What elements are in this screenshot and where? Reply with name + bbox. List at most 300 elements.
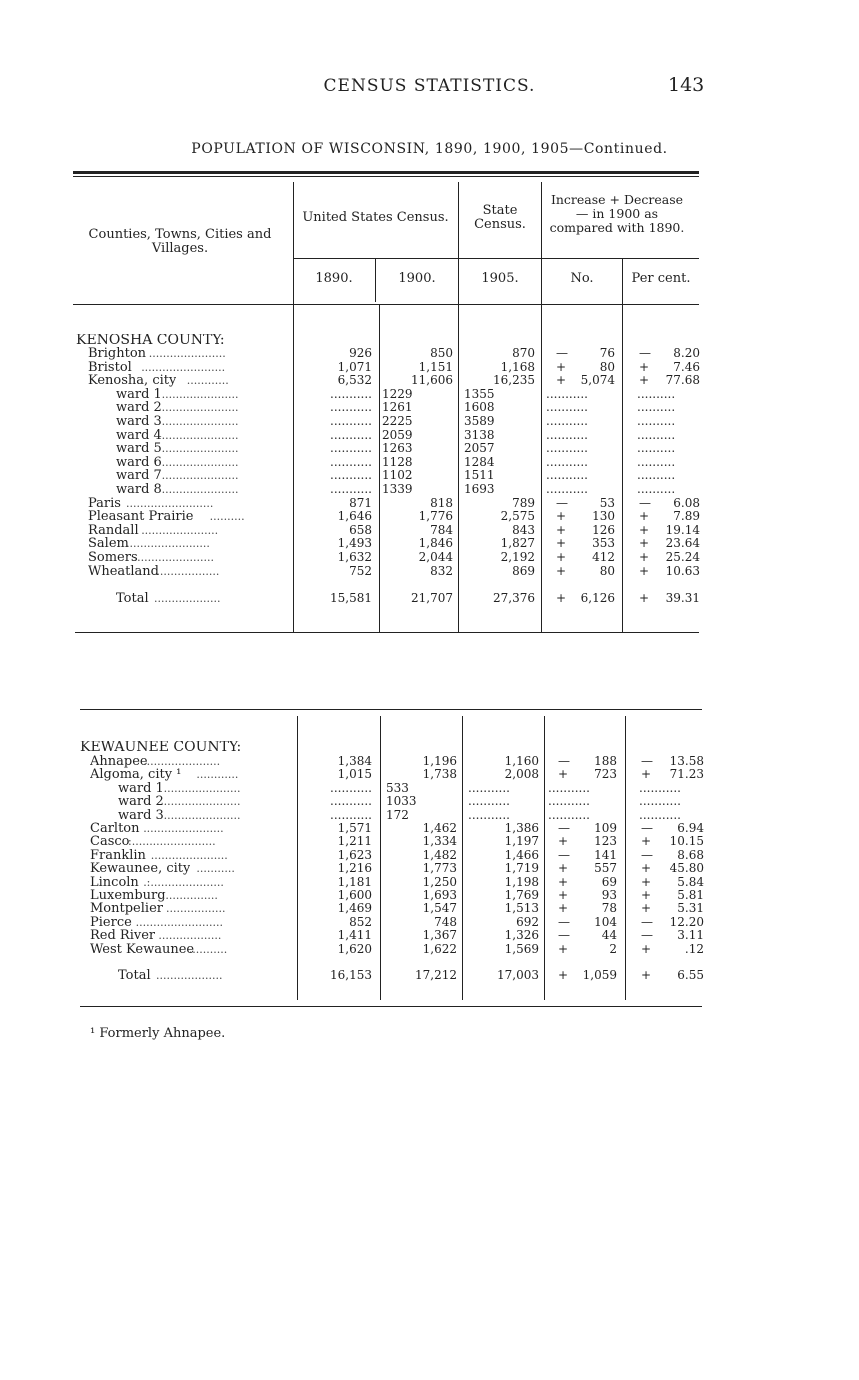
cell-1890: 1,571 bbox=[337, 821, 372, 835]
increase-sign: + bbox=[558, 767, 569, 782]
increase-percent: 6.55 bbox=[677, 968, 704, 982]
increase-percent: 23.64 bbox=[665, 536, 700, 551]
row-leader: ......................... bbox=[135, 915, 224, 929]
cell-1900: 1,151 bbox=[418, 359, 453, 374]
county-heading-kewaunee: KEWAUNEE COUNTY: bbox=[80, 741, 242, 755]
cell-1900: 2059 bbox=[382, 427, 413, 442]
increase-number: ........... bbox=[546, 441, 588, 456]
percent-sign: + bbox=[639, 373, 650, 388]
row-name: Kenosha, city bbox=[88, 374, 177, 388]
percent-sign: + bbox=[639, 550, 650, 564]
cell-1900: 1,738 bbox=[422, 767, 457, 782]
cell-1890: 1,071 bbox=[337, 359, 372, 374]
row-name: Franklin bbox=[90, 848, 146, 863]
row-name: Wheatland bbox=[88, 564, 160, 579]
increase-percent: 7.89 bbox=[673, 509, 700, 524]
cell-1905: 17,003 bbox=[497, 968, 539, 982]
increase-sign: + bbox=[558, 941, 569, 956]
top-thin-rule bbox=[73, 176, 699, 177]
row-leader: ............ bbox=[186, 374, 229, 388]
increase-number: 1,059 bbox=[582, 968, 617, 982]
increase-percent: 13.58 bbox=[669, 754, 704, 768]
increase-number: 104 bbox=[594, 914, 617, 929]
row-name: Casco bbox=[90, 835, 130, 849]
row-name: ward 4 bbox=[116, 428, 162, 443]
top-thick-rule bbox=[73, 171, 699, 174]
percent-sign: — bbox=[641, 754, 653, 768]
vline bbox=[622, 258, 623, 632]
increase-sign: — bbox=[558, 821, 570, 835]
cell-1900: 2225 bbox=[382, 414, 413, 428]
percent-sign: + bbox=[641, 941, 652, 956]
vline bbox=[380, 716, 381, 1000]
cell-1900: 784 bbox=[430, 522, 453, 537]
increase-number: 723 bbox=[594, 767, 617, 782]
cell-1905: 1,160 bbox=[504, 754, 539, 768]
increase-number: ........... bbox=[546, 468, 588, 483]
increase-number: ........... bbox=[546, 482, 588, 496]
increase-percent: .......... bbox=[637, 414, 676, 428]
cell-1905: 3589 bbox=[464, 414, 495, 428]
increase-percent: 19.14 bbox=[665, 522, 700, 537]
increase-percent: 71.23 bbox=[669, 767, 704, 782]
row-leader: ....................... bbox=[143, 822, 224, 835]
increase-sign: + bbox=[556, 373, 567, 388]
percent-sign: + bbox=[641, 901, 652, 916]
increase-number: 141 bbox=[594, 847, 617, 862]
cell-1900: 1,196 bbox=[422, 754, 457, 768]
cell-1890: 658 bbox=[349, 522, 372, 537]
row-name: ward 1 bbox=[118, 781, 164, 796]
row-name: Paris bbox=[88, 496, 121, 511]
cell-1900: 533 bbox=[386, 780, 409, 795]
increase-sign: — bbox=[556, 495, 568, 510]
row-leader: ...................... bbox=[143, 755, 221, 768]
row-leader: ................. bbox=[158, 889, 218, 902]
cell-1905: 870 bbox=[512, 346, 535, 360]
cell-1900: 1102 bbox=[382, 468, 413, 483]
cell-1900: 748 bbox=[434, 914, 457, 929]
row-leader: .................. bbox=[158, 929, 222, 943]
row-leader: ...................... bbox=[161, 387, 239, 401]
row-leader: .......... bbox=[209, 510, 245, 524]
cell-1905: 1511 bbox=[464, 468, 495, 483]
cell-1905: 1,198 bbox=[504, 874, 539, 889]
cell-1890: 752 bbox=[349, 563, 372, 578]
increase-number: ........... bbox=[548, 807, 590, 822]
row-name: ward 2 bbox=[116, 401, 162, 415]
increase-number: ........... bbox=[546, 454, 588, 469]
cell-1905: 1,569 bbox=[504, 941, 539, 956]
header-increase: Increase + Decrease — in 1900 as compared with 1890. bbox=[549, 192, 685, 235]
cell-1905: ........... bbox=[468, 794, 510, 809]
increase-percent: 6.08 bbox=[673, 495, 700, 510]
row-leader: ........................ bbox=[141, 360, 226, 374]
row-leader: .:..................... bbox=[143, 875, 224, 889]
percent-sign: — bbox=[641, 847, 653, 862]
cell-1900: 1,367 bbox=[422, 928, 457, 943]
cell-1905: 1693 bbox=[464, 482, 495, 496]
cell-1900: 1229 bbox=[382, 386, 413, 401]
cell-1900: 1263 bbox=[382, 441, 413, 456]
increase-sign: — bbox=[558, 754, 570, 768]
increase-percent: .......... bbox=[637, 454, 676, 469]
increase-number: 80 bbox=[599, 359, 615, 374]
cell-1905: 2,008 bbox=[504, 767, 539, 782]
cell-1905: 869 bbox=[512, 563, 535, 578]
increase-percent: 10.15 bbox=[669, 834, 704, 849]
row-leader: ...................... bbox=[161, 401, 239, 415]
cell-1890: 852 bbox=[349, 914, 372, 929]
increase-number: 93 bbox=[601, 888, 617, 902]
increase-number: 80 bbox=[599, 563, 615, 578]
row-name: Pleasant Prairie bbox=[88, 510, 194, 524]
header-counties: Counties, Towns, Cities and Villages. bbox=[88, 227, 272, 256]
increase-percent: 25.24 bbox=[665, 550, 700, 564]
row-name: Lincoln bbox=[90, 875, 139, 890]
row-name: Pierce bbox=[90, 915, 132, 930]
cell-1890: 1,620 bbox=[337, 941, 372, 956]
cell-1900: 1,334 bbox=[422, 834, 457, 849]
cell-1905: ........... bbox=[468, 780, 510, 795]
row-leader: ....................... bbox=[133, 551, 215, 564]
row-name: Total bbox=[116, 592, 149, 606]
header-1900: 1900. bbox=[398, 271, 436, 286]
increase-number: 188 bbox=[594, 754, 617, 768]
increase-percent: .......... bbox=[637, 468, 676, 483]
row-name: ward 3 bbox=[118, 808, 164, 823]
cell-1905: 1,197 bbox=[504, 834, 539, 849]
increase-number: 69 bbox=[601, 874, 617, 889]
row-name: Total bbox=[118, 969, 151, 983]
footnote: ¹ Formerly Ahnapee. bbox=[90, 1026, 226, 1041]
row-leader: ...................... bbox=[163, 808, 241, 822]
row-name: ward 5 bbox=[116, 442, 162, 456]
percent-sign: + bbox=[641, 834, 652, 849]
percent-sign: + bbox=[641, 888, 652, 902]
vline bbox=[462, 716, 463, 1000]
row-name: Brighton bbox=[88, 347, 147, 361]
cell-1900: 1,250 bbox=[422, 874, 457, 889]
cell-1905: 16,235 bbox=[493, 373, 535, 388]
cell-1890: 1,493 bbox=[337, 536, 372, 551]
increase-number: 6,126 bbox=[580, 591, 615, 605]
table-title: POPULATION OF WISCONSIN, 1890, 1900, 1905—Continued. bbox=[191, 141, 668, 157]
increase-number: ........... bbox=[548, 780, 590, 795]
increase-percent: 8.68 bbox=[677, 847, 704, 862]
percent-sign: + bbox=[639, 359, 650, 374]
vline bbox=[544, 716, 545, 1000]
cell-1900: 1,482 bbox=[422, 847, 457, 862]
cell-1905: 2057 bbox=[464, 441, 495, 456]
percent-sign: — bbox=[641, 821, 653, 835]
cell-1900: 1,693 bbox=[422, 888, 457, 902]
row-name: Kewaunee, city bbox=[90, 862, 191, 876]
percent-sign: + bbox=[639, 522, 650, 537]
increase-number: 109 bbox=[594, 821, 617, 835]
cell-1905: 1,326 bbox=[504, 928, 539, 943]
cell-1890: 16,153 bbox=[330, 968, 372, 982]
header-us-census: United States Census. bbox=[302, 210, 449, 225]
percent-sign: — bbox=[639, 495, 651, 510]
row-leader: ........................ bbox=[126, 537, 210, 551]
row-name: ward 2 bbox=[118, 795, 164, 809]
header-1905: 1905. bbox=[481, 271, 519, 286]
cell-1900: 11,606 bbox=[411, 373, 453, 388]
row-leader: ................. bbox=[166, 902, 226, 916]
increase-sign: + bbox=[558, 888, 569, 902]
cell-1890: 15,581 bbox=[330, 591, 372, 605]
increase-number: ........... bbox=[546, 427, 588, 442]
row-leader: ...................... bbox=[163, 795, 241, 809]
cell-1905: 692 bbox=[516, 914, 539, 929]
cell-1890: ........... bbox=[330, 468, 372, 483]
increase-sign: — bbox=[558, 847, 570, 862]
percent-sign: — bbox=[641, 928, 653, 943]
row-leader: ...................... bbox=[161, 428, 239, 442]
row-leader: ................... bbox=[154, 592, 221, 605]
cell-1900: 1,773 bbox=[422, 861, 457, 876]
increase-number: 44 bbox=[601, 928, 617, 943]
cell-1890: ........... bbox=[330, 386, 372, 401]
increase-percent: .......... bbox=[637, 386, 676, 401]
cell-1890: ........... bbox=[330, 400, 372, 415]
row-name: Carlton bbox=[90, 822, 140, 836]
increase-number: 2 bbox=[609, 941, 617, 956]
row-name: Luxemburg bbox=[90, 889, 166, 903]
increase-sign: + bbox=[556, 536, 567, 551]
vline bbox=[625, 716, 626, 1000]
row-name: Randall bbox=[88, 523, 139, 538]
cell-1900: 1128 bbox=[382, 454, 413, 469]
cell-1900: 1033 bbox=[386, 794, 417, 809]
cell-1905: ........... bbox=[468, 807, 510, 822]
increase-number: ........... bbox=[546, 414, 588, 428]
cell-1900: 818 bbox=[430, 495, 453, 510]
row-name: Bristol bbox=[88, 360, 132, 375]
row-name: ward 6 bbox=[116, 455, 162, 470]
page-number: 143 bbox=[668, 74, 705, 96]
row-name: ward 8 bbox=[116, 483, 162, 497]
increase-percent: 5.84 bbox=[677, 874, 704, 889]
increase-sign: + bbox=[558, 968, 569, 982]
row-leader: ...................... bbox=[161, 442, 239, 456]
cell-1905: 1,719 bbox=[504, 861, 539, 876]
cell-1890: ........... bbox=[330, 482, 372, 496]
cell-1890: ........... bbox=[330, 414, 372, 428]
increase-sign: + bbox=[556, 591, 567, 605]
header-percent: Per cent. bbox=[631, 271, 691, 286]
kenosha-bottom-rule bbox=[75, 632, 699, 633]
increase-sign: + bbox=[556, 359, 567, 374]
cell-1890: 1,216 bbox=[337, 861, 372, 876]
increase-number: 126 bbox=[592, 522, 615, 537]
increase-percent: ........... bbox=[639, 780, 681, 795]
cell-1905: 1,513 bbox=[504, 901, 539, 916]
increase-percent: 45.80 bbox=[669, 861, 704, 876]
cell-1905: 2,575 bbox=[500, 509, 535, 524]
percent-sign: + bbox=[639, 536, 650, 551]
row-name: Somers bbox=[88, 551, 138, 565]
cell-1900: 2,044 bbox=[418, 550, 453, 564]
row-leader: .................. bbox=[156, 564, 220, 578]
increase-sign: — bbox=[558, 914, 570, 929]
cell-1900: 850 bbox=[430, 346, 453, 360]
increase-percent: ........... bbox=[639, 794, 681, 809]
row-leader: :........................ bbox=[128, 835, 216, 849]
cell-1890: ........... bbox=[330, 441, 372, 456]
increase-number: ........... bbox=[546, 386, 588, 401]
percent-sign: + bbox=[641, 861, 652, 876]
increase-sign: + bbox=[558, 874, 569, 889]
increase-percent: 5.31 bbox=[677, 901, 704, 916]
cell-1905: 1,386 bbox=[504, 821, 539, 835]
header-1890: 1890. bbox=[315, 271, 353, 286]
increase-percent: 39.31 bbox=[665, 591, 700, 605]
cell-1890: 1,181 bbox=[337, 874, 372, 889]
cell-1900: 1,622 bbox=[422, 941, 457, 956]
cell-1900: 17,212 bbox=[415, 968, 457, 982]
header-no: No. bbox=[570, 271, 594, 286]
cell-1905: 1355 bbox=[464, 386, 495, 401]
increase-percent: 12.20 bbox=[669, 914, 704, 929]
row-leader: ......................... bbox=[126, 496, 214, 510]
row-leader: ...................... bbox=[148, 347, 226, 360]
increase-sign: + bbox=[556, 550, 567, 564]
row-leader: ...................... bbox=[150, 848, 228, 862]
county-heading-kenosha: KENOSHA COUNTY: bbox=[76, 334, 225, 348]
cell-1890: 871 bbox=[349, 495, 372, 510]
increase-percent: .......... bbox=[637, 400, 676, 415]
increase-percent: .......... bbox=[637, 427, 676, 442]
increase-percent: .......... bbox=[637, 482, 676, 496]
cell-1900: 172 bbox=[386, 807, 409, 822]
percent-sign: — bbox=[641, 914, 653, 929]
cell-1900: 1,776 bbox=[418, 509, 453, 524]
row-name: ward 3 bbox=[116, 415, 162, 429]
increase-percent: 8.20 bbox=[673, 346, 700, 360]
row-leader: ...................... bbox=[161, 415, 239, 428]
row-name: Salem bbox=[88, 537, 129, 551]
increase-number: 5,074 bbox=[580, 373, 615, 388]
header-state-census: State Census. bbox=[474, 203, 526, 232]
percent-sign: + bbox=[641, 968, 652, 982]
cell-1890: 1,623 bbox=[337, 847, 372, 862]
cell-1890: 1,411 bbox=[337, 928, 372, 943]
percent-sign: + bbox=[639, 509, 650, 524]
increase-percent: .......... bbox=[637, 441, 676, 456]
cell-1900: 1,547 bbox=[422, 901, 457, 916]
cell-1890: ........... bbox=[330, 454, 372, 469]
cell-1905: 1,827 bbox=[500, 536, 535, 551]
increase-percent: .12 bbox=[684, 941, 704, 956]
increase-number: 123 bbox=[594, 834, 617, 849]
running-title: CENSUS STATISTICS. bbox=[323, 76, 536, 96]
vline bbox=[458, 182, 459, 632]
increase-number: 557 bbox=[594, 861, 617, 876]
row-name: Algoma, city ¹ bbox=[90, 768, 182, 782]
cell-1890: 1,015 bbox=[337, 767, 372, 782]
cell-1900: 1,462 bbox=[422, 821, 457, 835]
row-leader: ........... bbox=[188, 942, 228, 956]
percent-sign: + bbox=[641, 874, 652, 889]
increase-number: 412 bbox=[592, 550, 615, 564]
increase-percent: 10.63 bbox=[665, 563, 700, 578]
row-leader: ........... bbox=[196, 862, 235, 876]
cell-1905: 2,192 bbox=[500, 550, 535, 564]
row-leader: ................... bbox=[156, 969, 223, 982]
cell-1905: 3138 bbox=[464, 427, 495, 442]
increase-number: 53 bbox=[599, 495, 615, 510]
increase-number: 78 bbox=[601, 901, 617, 916]
increase-sign: + bbox=[556, 509, 567, 524]
cell-1900: 832 bbox=[430, 563, 453, 578]
cell-1900: 1261 bbox=[382, 400, 413, 415]
row-leader: ...................... bbox=[161, 455, 239, 469]
increase-sign: + bbox=[558, 901, 569, 916]
vline bbox=[375, 258, 376, 302]
increase-percent: 5.81 bbox=[677, 888, 704, 902]
header-sub-rule bbox=[293, 258, 699, 259]
increase-sign: — bbox=[558, 928, 570, 943]
cell-1890: 1,646 bbox=[337, 509, 372, 524]
cell-1890: ........... bbox=[330, 427, 372, 442]
kewaunee-top-rule bbox=[80, 709, 702, 710]
cell-1890: ........... bbox=[330, 807, 372, 822]
cell-1890: ........... bbox=[330, 794, 372, 809]
row-name: Red River bbox=[90, 929, 156, 943]
increase-sign: + bbox=[556, 522, 567, 537]
cell-1905: 1,769 bbox=[504, 888, 539, 902]
increase-number: 130 bbox=[592, 509, 615, 524]
increase-number: 353 bbox=[592, 536, 615, 551]
increase-number: ........... bbox=[548, 794, 590, 809]
cell-1890: 6,532 bbox=[337, 373, 372, 388]
cell-1905: 27,376 bbox=[493, 591, 535, 605]
increase-sign: + bbox=[556, 563, 567, 578]
cell-1905: 843 bbox=[512, 522, 535, 537]
cell-1890: 1,600 bbox=[337, 888, 372, 902]
row-name: West Kewaunee bbox=[90, 942, 195, 957]
cell-1900: 21,707 bbox=[411, 591, 453, 605]
row-leader: ...................... bbox=[141, 523, 219, 537]
row-leader: ...................... bbox=[163, 781, 241, 795]
cell-1900: 1339 bbox=[382, 482, 413, 496]
row-name: ward 7 bbox=[116, 469, 162, 483]
percent-sign: + bbox=[639, 591, 650, 605]
row-leader: ............ bbox=[196, 768, 239, 782]
row-name: ward 1 bbox=[116, 387, 162, 402]
percent-sign: + bbox=[641, 767, 652, 782]
cell-1905: 1,168 bbox=[500, 359, 535, 374]
row-leader: ...................... bbox=[161, 483, 239, 496]
increase-number: 76 bbox=[599, 346, 615, 360]
percent-sign: + bbox=[639, 563, 650, 578]
increase-number: ........... bbox=[546, 400, 588, 415]
header-bottom-rule bbox=[73, 304, 699, 305]
increase-sign: + bbox=[558, 861, 569, 876]
vline bbox=[541, 182, 542, 632]
cell-1890: 1,384 bbox=[337, 754, 372, 768]
increase-percent: 77.68 bbox=[665, 373, 700, 388]
cell-1905: 789 bbox=[512, 495, 535, 510]
cell-1890: ........... bbox=[330, 780, 372, 795]
increase-percent: 3.11 bbox=[677, 928, 704, 943]
cell-1890: 1,211 bbox=[337, 834, 372, 849]
cell-1890: 1,469 bbox=[337, 901, 372, 916]
kewaunee-bottom-rule bbox=[80, 1006, 702, 1007]
increase-percent: 7.46 bbox=[673, 359, 700, 374]
